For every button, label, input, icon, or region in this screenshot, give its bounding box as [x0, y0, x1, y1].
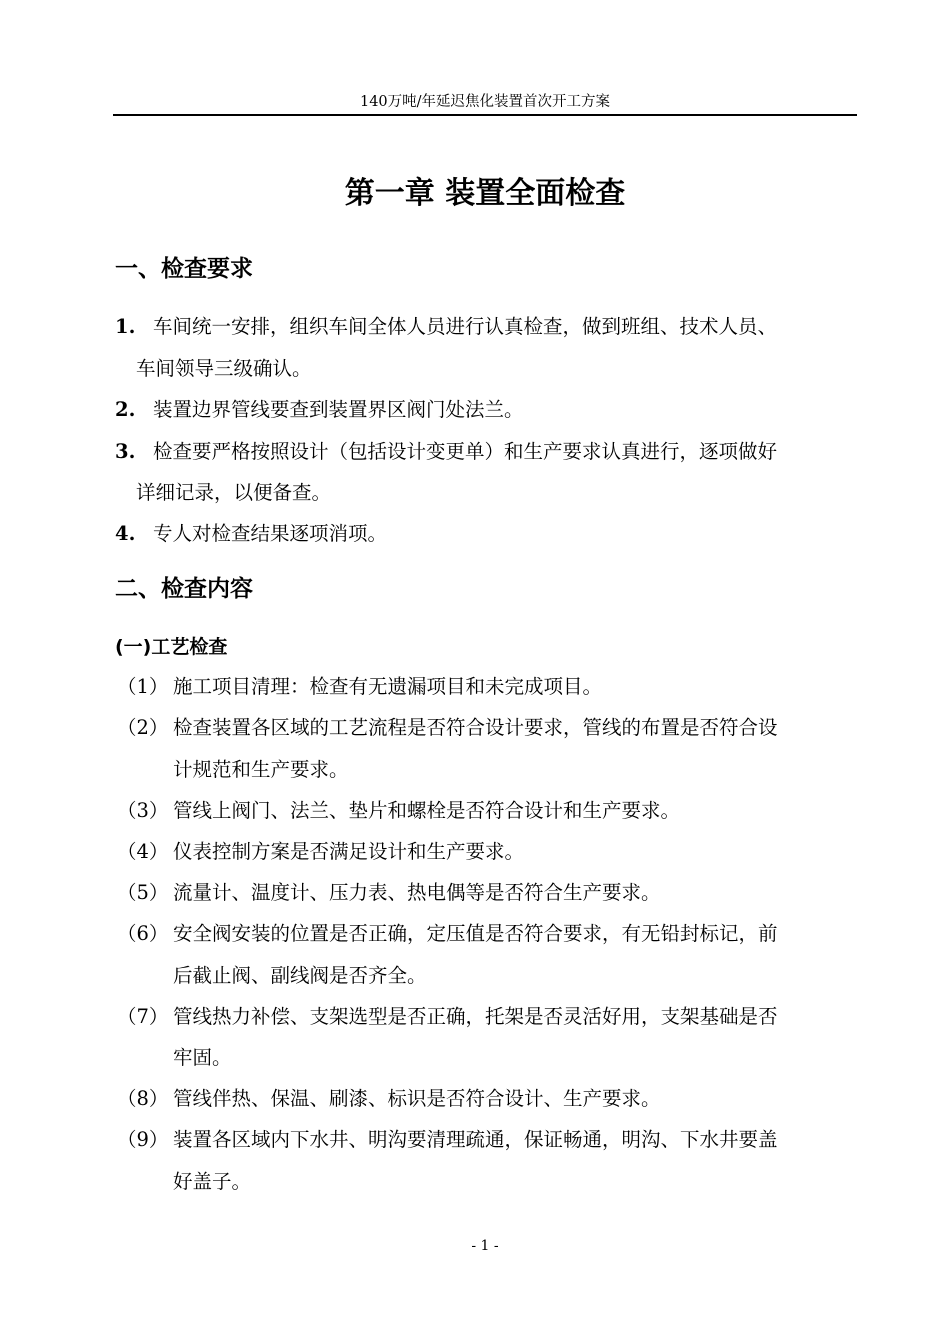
list-item-number: （4）: [117, 840, 169, 863]
list-item: [115, 396, 524, 424]
list-item-continuation: 牢固。: [173, 1046, 232, 1069]
list-item: [117, 714, 778, 742]
section-title-requirements: 一、检查要求: [115, 256, 253, 282]
page-number: - 1 -: [471, 1238, 499, 1254]
list-item: [115, 438, 777, 466]
list-item: [117, 920, 778, 948]
list-item-text: 装置各区域内下水井、明沟要清理疏通，保证畅通，明沟、下水井要盖: [173, 1128, 778, 1151]
list-item-number: 2.: [115, 398, 136, 421]
section-title-content: 二、检查内容: [115, 576, 253, 602]
list-item-text: 安全阀安装的位置是否正确，定压值是否符合要求，有无铅封标记，前: [173, 922, 778, 945]
list-item-text: 检查要严格按照设计（包括设计变更单）和生产要求认真进行，逐项做好: [153, 440, 778, 463]
list-item-continuation: 车间领导三级确认。: [136, 357, 312, 380]
list-item-text: 装置边界管线要查到装置界区阀门处法兰。: [153, 398, 524, 421]
list-item: [117, 1003, 778, 1031]
list-item: [117, 879, 661, 907]
chapter-title: 第一章 装置全面检查: [344, 176, 626, 211]
list-item-continuation: 好盖子。: [173, 1170, 252, 1193]
list-item-text: 管线热力补偿、支架选型是否正确，托架是否灵活好用，支架基础是否: [173, 1005, 778, 1028]
list-item-number: （3）: [117, 799, 169, 822]
page-header: 140万吨/年延迟焦化装置首次开工方案: [359, 94, 611, 110]
list-item-number: （7）: [117, 1005, 169, 1028]
list-item-continuation: 后截止阀、副线阀是否齐全。: [173, 964, 427, 987]
list-item-continuation: 详细记录，以便备查。: [136, 481, 332, 504]
list-item-number: 4.: [115, 522, 136, 545]
list-item-number: （1）: [117, 675, 169, 698]
list-item-text: 管线伴热、保温、刷漆、标识是否符合设计、生产要求。: [173, 1087, 661, 1110]
list-item-number: 3.: [115, 440, 136, 463]
list-item-number: （2）: [117, 716, 169, 739]
list-item-text: 管线上阀门、法兰、垫片和螺栓是否符合设计和生产要求。: [173, 799, 681, 822]
list-item: [115, 520, 387, 548]
list-item-number: （5）: [117, 881, 169, 904]
list-item: [117, 1126, 778, 1154]
list-item-number: （9）: [117, 1128, 169, 1151]
list-item-number: 1.: [115, 315, 136, 338]
list-item-text: 专人对检查结果逐项消项。: [153, 522, 388, 545]
list-item: [117, 797, 680, 825]
list-item-continuation: 计规范和生产要求。: [173, 758, 349, 781]
list-item: [117, 1085, 661, 1113]
list-item: [115, 313, 777, 341]
list-item-number: （6）: [117, 922, 169, 945]
list-item-number: （8）: [117, 1087, 169, 1110]
list-item-text: 检查装置各区域的工艺流程是否符合设计要求，管线的布置是否符合设: [173, 716, 778, 739]
list-item-text: 流量计、温度计、压力表、热电偶等是否符合生产要求。: [173, 881, 661, 904]
header-divider: [113, 114, 857, 116]
list-item-text: 施工项目清理：检查有无遗漏项目和未完成项目。: [173, 675, 603, 698]
list-item-text: 仪表控制方案是否满足设计和生产要求。: [173, 840, 525, 863]
list-item-text: 车间统一安排，组织车间全体人员进行认真检查，做到班组、技术人员、: [153, 315, 778, 338]
list-item: [117, 838, 524, 866]
subsection-title-process: (一)工艺检查: [115, 636, 228, 658]
list-item: [117, 673, 602, 701]
